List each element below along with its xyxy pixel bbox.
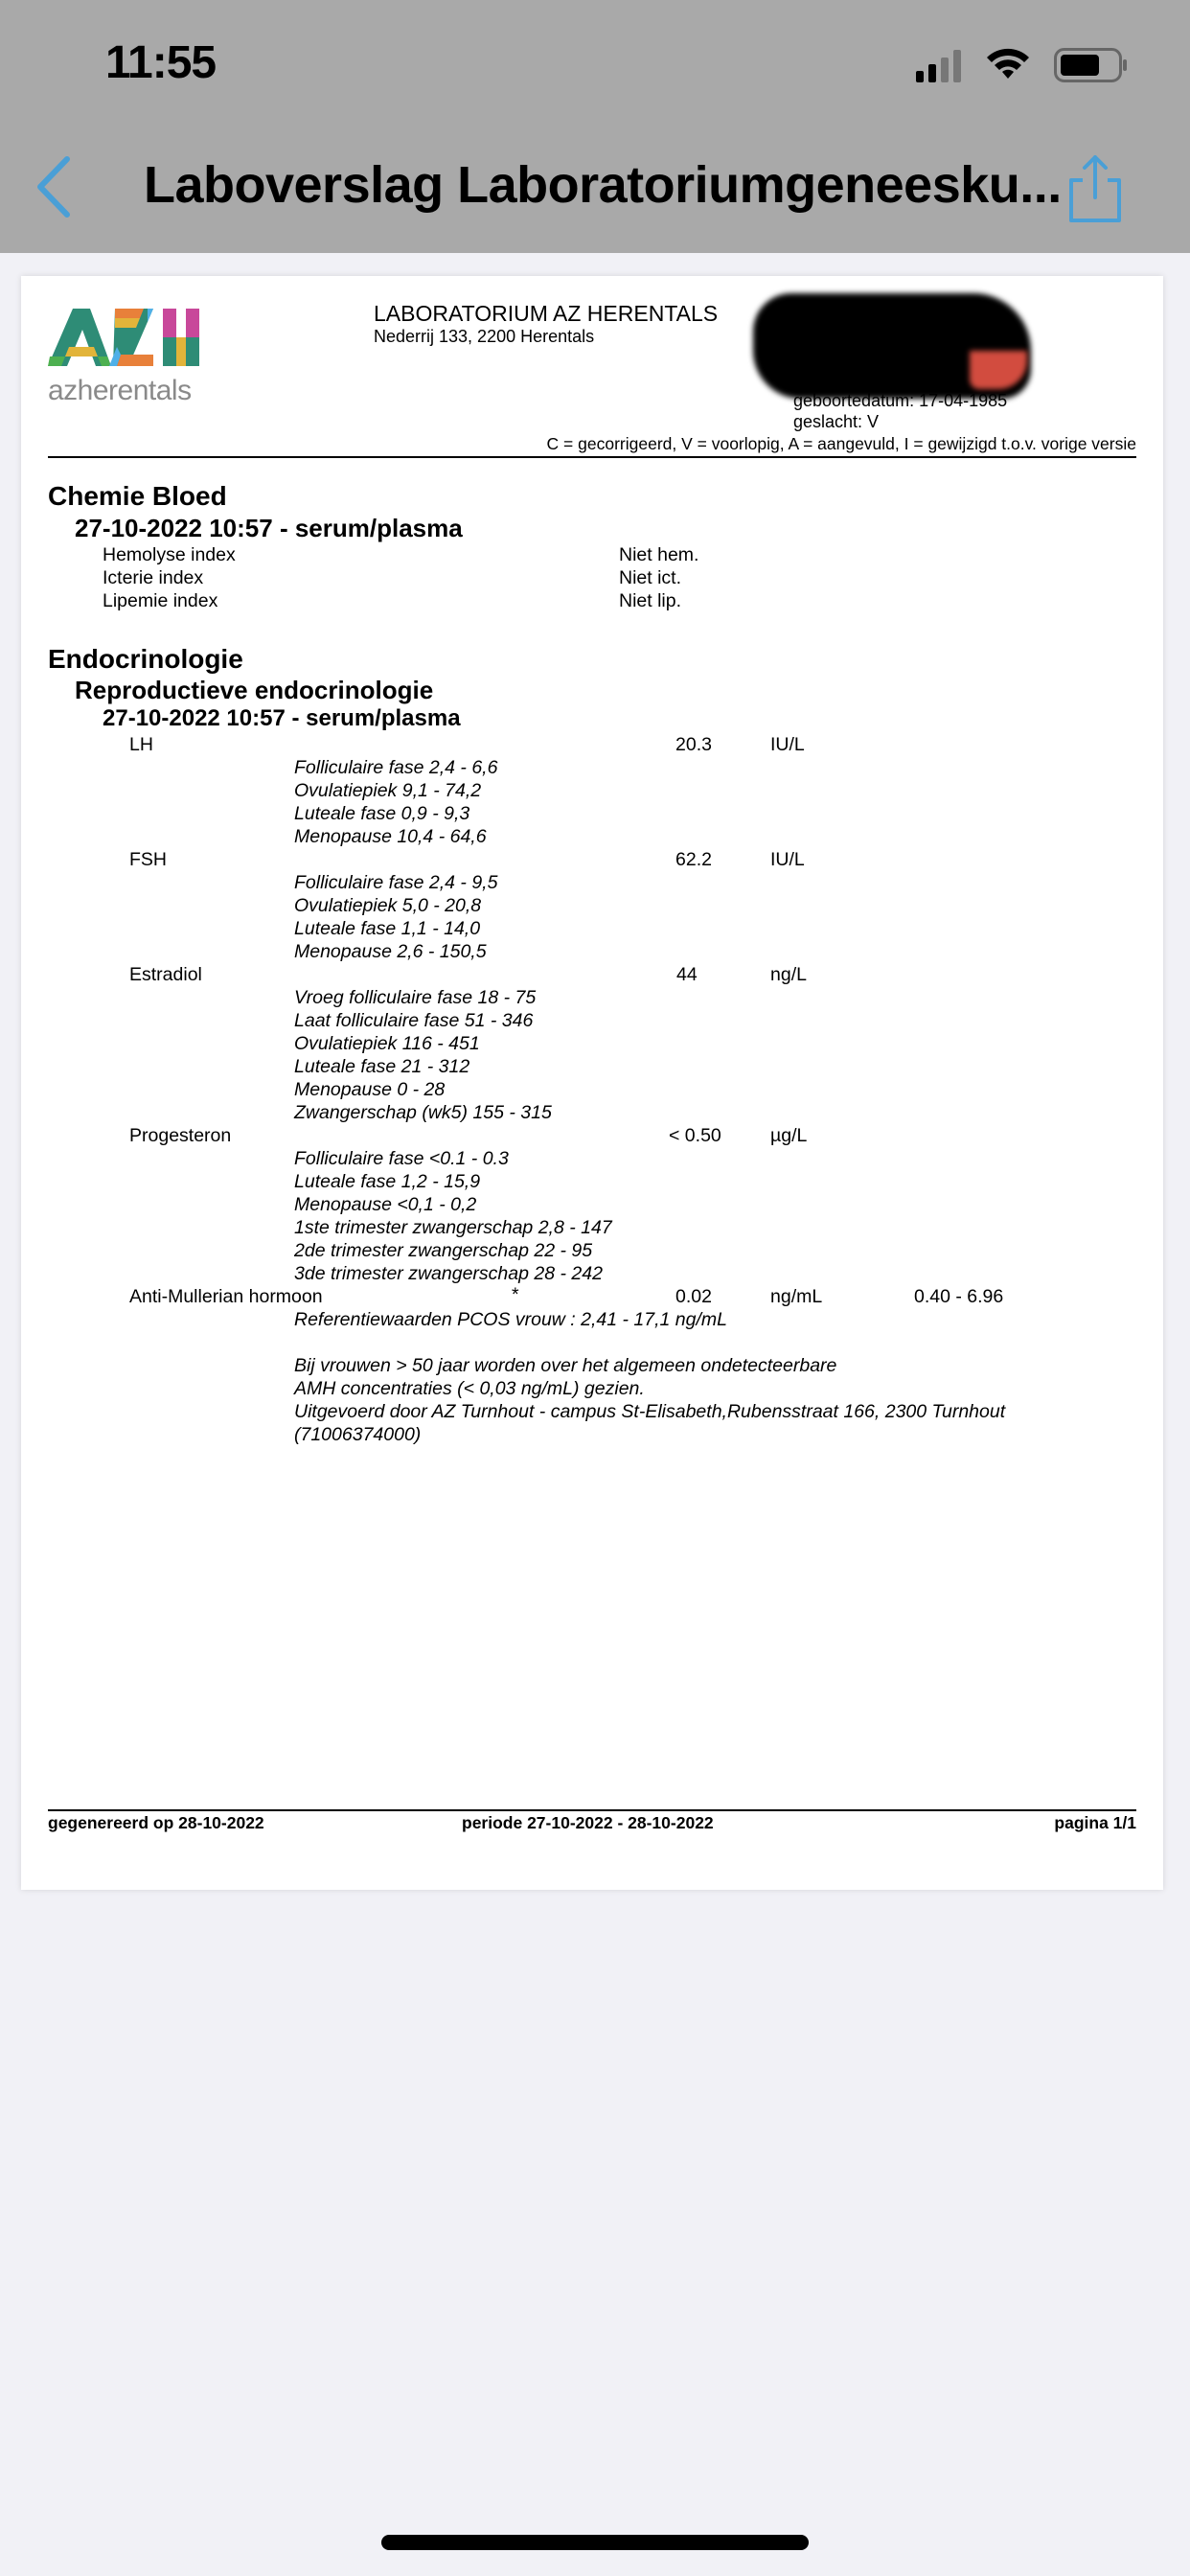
reference-line: Menopause 0 - 28 [294,1079,446,1100]
footer-generated: gegenereerd op 28-10-2022 [48,1813,264,1832]
patient-sex: geslacht: V [793,412,880,431]
patient-birth-date: geboortedatum: 17-04-1985 [793,391,1008,410]
test-value: 62.2 [675,849,712,870]
sample-header-endo: 27-10-2022 10:57 - serum/plasma [103,705,461,731]
reference-line: Uitgevoerd door AZ Turnhout - campus St-Elisabeth,Rubensstraat 166, 2300 Turnhout [294,1401,1006,1422]
test-unit: IU/L [770,849,805,870]
lab-report [21,276,1163,1890]
reference-line: Menopause 2,6 - 150,5 [294,941,487,962]
test-flag: * [512,1284,519,1305]
share-button[interactable] [1062,153,1129,224]
reference-line: Zwangerschap (wk5) 155 - 315 [294,1102,552,1123]
battery-icon [1054,48,1129,82]
section-title-chemie: Chemie Bloed [48,481,227,511]
back-button[interactable] [29,153,77,220]
test-unit: ng/L [770,964,807,985]
wifi-icon [985,44,1031,82]
test-name: Anti-Mullerian hormoon [129,1286,323,1307]
test-unit: µg/L [770,1125,808,1146]
lab-name: LABORATORIUM AZ HERENTALS [374,301,719,326]
test-name: FSH [129,849,167,870]
header-divider [48,456,1136,458]
test-reference-range: 0.40 - 6.96 [914,1286,1004,1307]
reference-line: Bij vrouwen > 50 jaar worden over het algemeen ondetecteerbare [294,1355,837,1376]
reference-line: 1ste trimester zwangerschap 2,8 - 147 [294,1217,612,1238]
cellular-signal-icon [916,50,964,82]
test-value: Niet ict. [619,567,682,588]
status-time: 11:55 [105,37,217,88]
reference-line: Menopause 10,4 - 64,6 [294,826,487,847]
test-name: Hemolyse index [103,544,236,565]
test-value: < 0.50 [669,1125,721,1146]
reference-line: (71006374000) [294,1424,422,1445]
home-indicator[interactable] [381,2535,809,2550]
test-name: Lipemie index [103,590,218,611]
footer-period: periode 27-10-2022 - 28-10-2022 [462,1813,714,1832]
test-unit: ng/mL [770,1286,823,1307]
reference-line: Folliculaire fase 2,4 - 9,5 [294,872,498,893]
test-value: 0.02 [675,1286,712,1307]
subsection-title: Reproductieve endocrinologie [75,676,434,704]
footer-divider [48,1809,1136,1811]
test-name: LH [129,734,153,755]
reference-line: 2de trimester zwangerschap 22 - 95 [294,1240,593,1261]
lab-address: Nederrij 133, 2200 Herentals [374,327,595,346]
reference-line: Luteale fase 1,1 - 14,0 [294,918,481,939]
status-legend: C = gecorrigeerd, V = voorlopig, A = aangevuld, I = gewijzigd t.o.v. vorige versie [546,434,1136,453]
test-value: 20.3 [675,734,712,755]
test-name: Progesteron [129,1125,232,1146]
reference-line: Folliculaire fase 2,4 - 6,6 [294,757,498,778]
sample-header-chemie: 27-10-2022 10:57 - serum/plasma [75,514,463,542]
section-title-endocrinologie: Endocrinologie [48,644,243,674]
reference-line: Vroeg folliculaire fase 18 - 75 [294,987,537,1008]
footer-page: pagina 1/1 [1054,1813,1136,1832]
test-value: 44 [676,964,698,985]
test-value: Niet lip. [619,590,682,611]
reference-line: Referentiewaarden PCOS vrouw : 2,41 - 17,1 ng/mL [294,1309,727,1330]
reference-line: Menopause <0,1 - 0,2 [294,1194,477,1215]
reference-line: 3de trimester zwangerschap 28 - 242 [294,1263,603,1284]
reference-line: Ovulatiepiek 9,1 - 74,2 [294,780,482,801]
reference-line: Ovulatiepiek 5,0 - 20,8 [294,895,482,916]
reference-line: Luteale fase 1,2 - 15,9 [294,1171,481,1192]
test-unit: IU/L [770,734,805,755]
reference-line: Laat folliculaire fase 51 - 346 [294,1010,534,1031]
nav-title: Laboverslag Laboratoriumgeneesku... [144,156,1062,214]
azh-logo-icon [48,305,201,376]
reference-line: AMH concentraties (< 0,03 ng/mL) gezien. [294,1378,645,1399]
test-value: Niet hem. [619,544,699,565]
pdf-page[interactable] [21,276,1163,1890]
logo-text: azherentals [48,375,192,406]
reference-line: Luteale fase 0,9 - 9,3 [294,803,470,824]
reference-line: Ovulatiepiek 116 - 451 [294,1033,480,1054]
test-name: Estradiol [129,964,202,985]
reference-line: Luteale fase 21 - 312 [294,1056,470,1077]
reference-line: Folliculaire fase <0.1 - 0.3 [294,1148,509,1169]
test-name: Icterie index [103,567,204,588]
top-bar [0,0,1190,253]
